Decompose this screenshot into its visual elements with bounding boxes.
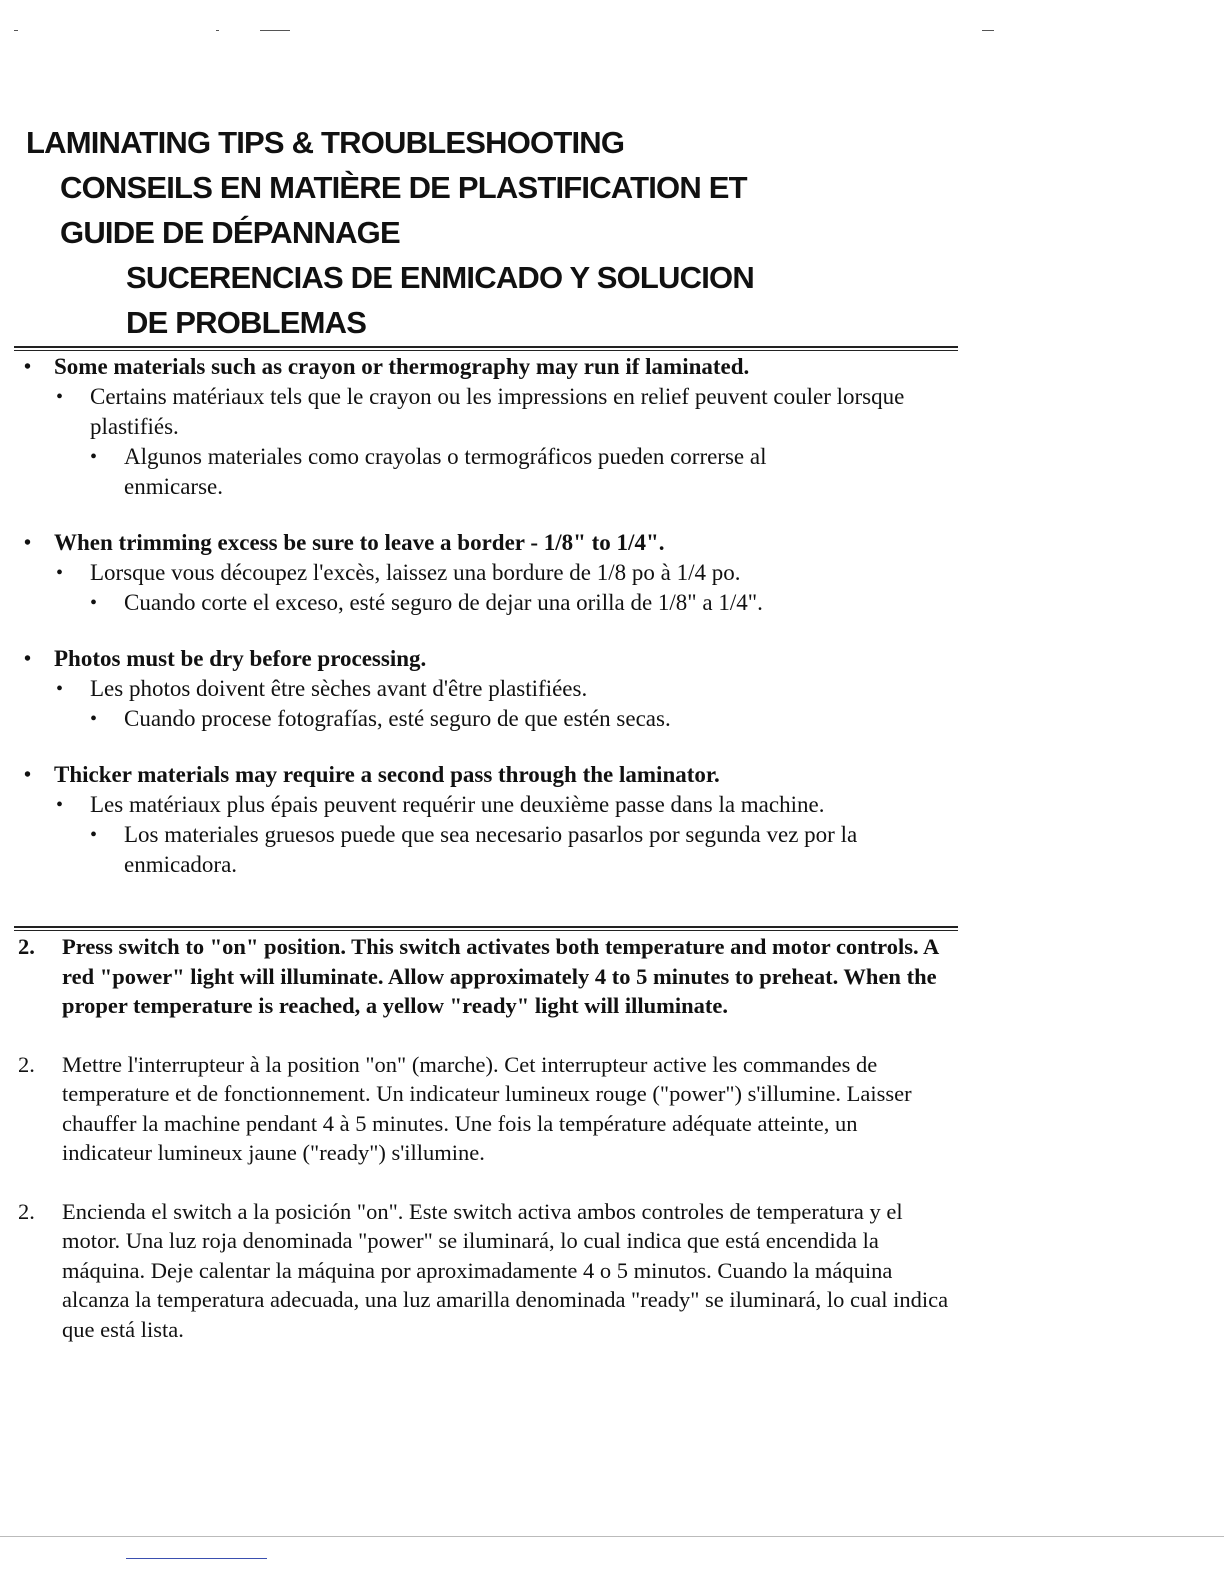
step-text: Mettre l'interrupteur à la position "on" (marche). Cet interrupteur active les commandes de temperature et de fonctionnement. Un indicateur lumineux rouge ("power") s'illumine. Laisser chauffer la machine pendant 4 à 5 minutes. Une fois la température adéquate atteinte, un indicateur lumineux jaune ("ready") s'illumine.: [62, 1051, 912, 1165]
tip-item: [20, 644, 960, 734]
step-number: 2.: [18, 1198, 35, 1224]
bullet-icon: •: [56, 386, 64, 408]
tip-english: When trimming excess be sure to leave a border - 1/8" to 1/4".: [54, 530, 665, 555]
step-2-english: [18, 932, 953, 1021]
tips-list: [20, 352, 960, 906]
tip-english: Thicker materials may require a second pass through the laminator.: [54, 762, 720, 787]
title-french-line1: CONSEILS EN MATIÈRE DE PLASTIFICATION ET: [60, 170, 747, 205]
bullet-icon: •: [24, 356, 32, 378]
title-french-line2: GUIDE DE DÉPANNAGE: [60, 215, 400, 250]
title-spanish-line1: SUCERENCIAS DE ENMICADO Y SOLUCION: [126, 260, 754, 295]
tip-french: Certains matériaux tels que le crayon ou les impressions en relief peuvent couler lorsque plastifiés.: [90, 384, 905, 439]
tip-item: [20, 352, 960, 502]
bullet-icon: •: [90, 824, 98, 846]
bullet-icon: •: [56, 678, 64, 700]
bullet-icon: •: [56, 562, 64, 584]
tip-spanish: Cuando procese fotografías, esté seguro de que estén secas.: [124, 706, 671, 731]
footer-divider: [0, 1536, 1224, 1537]
section-divider: [14, 926, 958, 931]
bullet-icon: •: [90, 446, 98, 468]
tip-english: Some materials such as crayon or thermography may run if laminated.: [54, 354, 750, 379]
step-number: 2.: [18, 1051, 35, 1077]
step-number: 2.: [18, 934, 35, 959]
tip-spanish: Cuando corte el exceso, esté seguro de dejar una orilla de 1/8" a 1/4".: [124, 590, 763, 615]
bullet-icon: •: [90, 708, 98, 730]
tip-spanish: Algunos materiales como crayolas o termográficos pueden correrse al enmicarse.: [124, 444, 767, 499]
step-text: Encienda el switch a la posición "on". Este switch activa ambos controles de temperatura y el motor. Una luz roja denominada "power" se iluminará, lo cual indica que está encendida la máquina. Deje calentar la máquina por aproximadamente 4 o 5 minutos. Cuando la máquina alcanza la temperatura adecuada, una luz amarilla denominada "ready" se iluminará, lo cual indica que está lista.: [62, 1198, 949, 1342]
bullet-icon: •: [24, 648, 32, 670]
step-2-french: [18, 1050, 953, 1168]
tip-french: Les matériaux plus épais peuvent requérir une deuxième passe dans la machine.: [90, 792, 825, 817]
bullet-icon: •: [90, 592, 98, 614]
step-2-spanish: [18, 1197, 953, 1345]
title-english: LAMINATING TIPS & TROUBLESHOOTING: [26, 125, 625, 160]
bullet-icon: •: [24, 532, 32, 554]
tip-item: [20, 528, 960, 618]
step-text: Press switch to "on" position. This switch activates both temperature and motor controls. A red "power" light will illuminate. Allow approximately 4 to 5 minutes to preheat. When the proper temperature is reached, a yellow "ready" light will illuminate.: [62, 934, 939, 1018]
step-2-section: [18, 932, 953, 1373]
tip-french: Les photos doivent être sèches avant d'être plastifiées.: [90, 676, 588, 701]
tip-item: [20, 760, 960, 880]
title-spanish-line2: DE PROBLEMAS: [126, 305, 367, 340]
footer-link-underline[interactable]: [126, 1558, 267, 1559]
page-title: [26, 120, 966, 345]
tip-spanish: Los materiales gruesos puede que sea necesario pasarlos por segunda vez por la enmicadora.: [124, 822, 858, 877]
bullet-icon: •: [24, 764, 32, 786]
tip-english: Photos must be dry before processing.: [54, 646, 427, 671]
tip-french: Lorsque vous découpez l'excès, laissez una bordure de 1/8 po à 1/4 po.: [90, 560, 741, 585]
title-divider: [14, 346, 958, 351]
bullet-icon: •: [56, 794, 64, 816]
